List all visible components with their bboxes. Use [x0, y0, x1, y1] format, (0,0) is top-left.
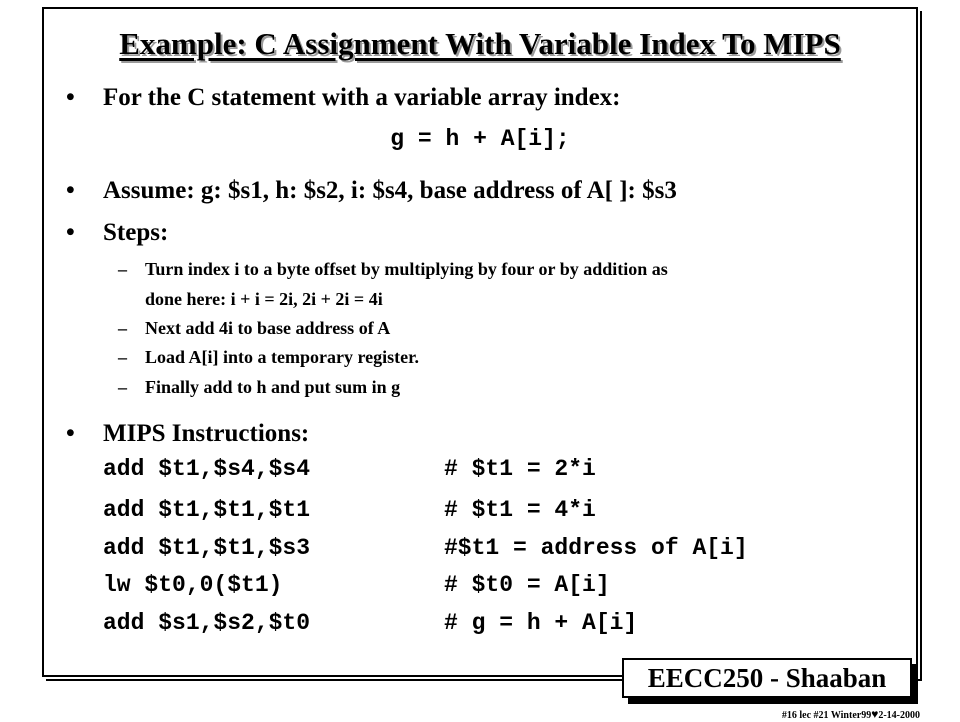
footer-lecture-info: #16 lec #21 Winter99 — [781, 710, 872, 721]
bullet-icon: • — [66, 219, 75, 246]
bullet-mips — [66, 420, 309, 448]
bullet-icon: • — [66, 177, 75, 204]
course-badge: EECC250 - Shaaban — [622, 658, 912, 698]
dash-icon: – — [118, 318, 127, 338]
bullet-intro — [66, 84, 621, 112]
instruction-code: add $t1,$t1,$s3 — [103, 535, 311, 561]
step-item — [118, 259, 668, 280]
step-item — [118, 318, 390, 339]
slide-title-text: Example: C Assignment With Variable Index To MIPS — [119, 26, 841, 61]
bullet-icon: • — [66, 84, 75, 111]
dash-icon: – — [118, 259, 127, 279]
instruction-comment: # $t0 = A[i] — [444, 572, 610, 598]
bullet-steps-text: Steps: — [103, 219, 169, 246]
dash-icon: – — [118, 377, 127, 397]
instruction-code: add $s1,$s2,$t0 — [103, 610, 311, 636]
bullet-assume-text: Assume: g: $s1, h: $s2, i: $s4, base address of A[ ]: $s3 — [103, 177, 677, 204]
step-item — [118, 347, 419, 368]
footer-date: 2-14-2000 — [878, 710, 920, 721]
bullet-icon: • — [66, 420, 75, 447]
instruction-code: add $t1,$t1,$t1 — [103, 497, 311, 523]
instruction-comment: # g = h + A[i] — [444, 610, 638, 636]
instruction-comment: # $t1 = 2*i — [444, 456, 596, 482]
bullet-mips-text: MIPS Instructions: — [103, 420, 310, 447]
step-text: Turn index i to a byte offset by multiplying by four or by addition as — [145, 259, 668, 279]
instruction-code: lw $t0,0($t1) — [103, 572, 283, 598]
bullet-assume — [66, 177, 677, 205]
bullet-steps — [66, 219, 168, 247]
bullet-intro-text: For the C statement with a variable array index: — [103, 84, 621, 111]
step-text: Load A[i] into a temporary register. — [145, 347, 419, 367]
step-text: Next add 4i to base address of A — [145, 318, 391, 338]
instruction-code: add $t1,$s4,$s4 — [103, 456, 311, 482]
step-item — [118, 377, 400, 398]
slide-title — [0, 26, 960, 62]
step-item-continuation: done here: i + i = 2i, 2i + 2i = 4i — [145, 289, 383, 309]
heart-icon: ♥ — [871, 707, 879, 721]
dash-icon: – — [118, 347, 127, 367]
c-statement: g = h + A[i]; — [390, 126, 570, 152]
step-text: Finally add to h and put sum in g — [145, 377, 401, 397]
instruction-comment: #$t1 = address of A[i] — [444, 535, 748, 561]
instruction-comment: # $t1 = 4*i — [444, 497, 596, 523]
